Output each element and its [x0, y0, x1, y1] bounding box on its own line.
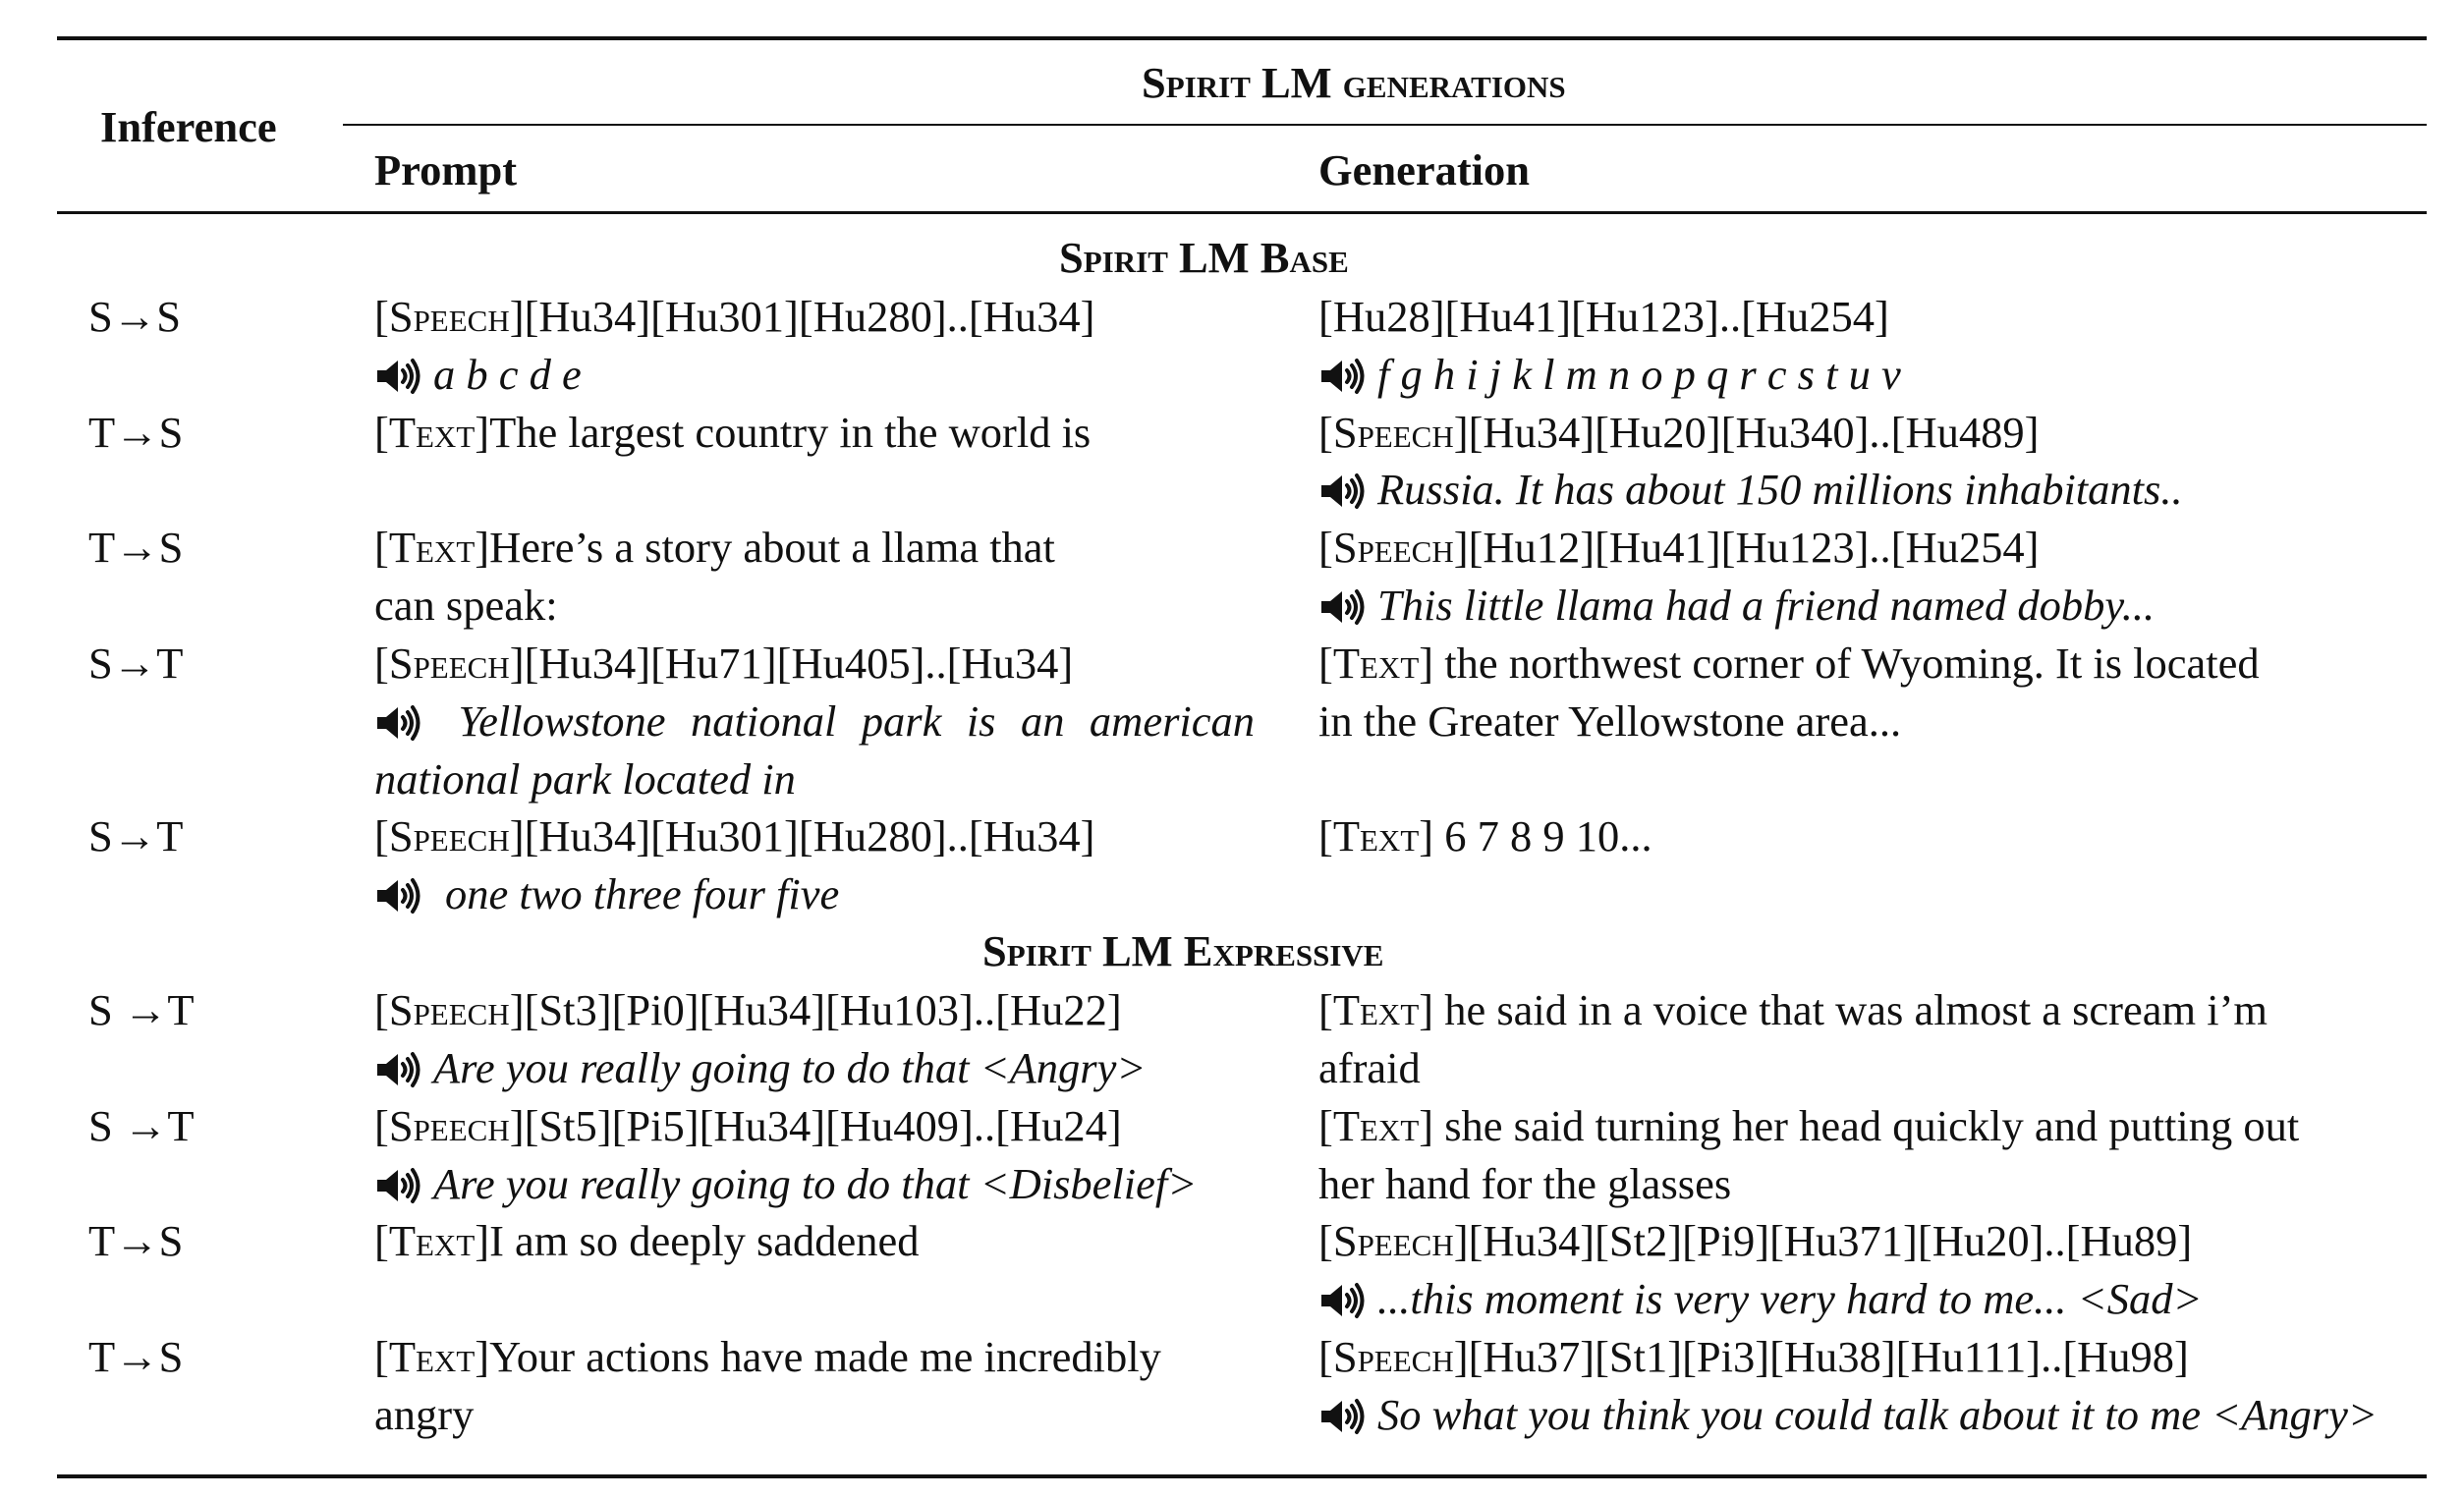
generation-line: 6 7 8 9 10...: [1433, 811, 1652, 861]
prompt-line: can speak:: [374, 581, 558, 630]
speaker-icon: [374, 877, 421, 915]
inference-label: S→S: [88, 292, 181, 341]
audio-transcript: Are you really going to do that <Disbelief>: [433, 1159, 1198, 1208]
text-tag: [Text]: [374, 1216, 490, 1265]
text-tag: [Text]: [1318, 1101, 1434, 1150]
speech-tag: [Speech]: [374, 1101, 525, 1150]
text-tag: [Text]: [374, 1332, 490, 1381]
speech-tag: [Speech]: [1318, 1332, 1469, 1381]
prompt-line: The largest country in the world is: [489, 408, 1092, 457]
audio-transcript: This little llama had a friend named dobby...: [1377, 581, 2156, 630]
header-generation: Generation: [1318, 145, 1531, 194]
inference-label: T→S: [88, 1216, 184, 1265]
audio-transcript: f g h i j k l m n o p q r c s t u v: [1377, 350, 1901, 399]
generation-line: the northwest corner of Wyoming. It is located: [1433, 638, 2260, 688]
generation-audio: [1318, 1390, 2378, 1439]
token-sequence: [St5][Pi5][Hu34][Hu409]..[Hu24]: [524, 1101, 1122, 1150]
generation-line: he said in a voice that was almost a scream i’m: [1433, 985, 2268, 1034]
prompt-text: [374, 1216, 920, 1265]
inference-label: S→T: [88, 638, 184, 688]
prompt-audio: [374, 696, 1256, 746]
speech-tag: [Speech]: [1318, 408, 1469, 457]
token-sequence: [Hu34][Hu301][Hu280]..[Hu34]: [524, 811, 1095, 861]
inference-label: T→S: [88, 1332, 184, 1381]
token-sequence: [Hu34][St2][Pi9][Hu371][Hu20]..[Hu89]: [1468, 1216, 2193, 1265]
inference-label: T→S: [88, 523, 184, 572]
text-tag: [Text]: [374, 408, 490, 457]
prompt-text: [374, 1332, 1161, 1381]
prompt-audio-continued: national park located in: [374, 754, 796, 804]
prompt-tokens: [374, 985, 1122, 1034]
text-tag: [Text]: [1318, 811, 1434, 861]
section-title-expressive: Spirit LM Expressive: [982, 926, 1384, 975]
prompt-audio: [374, 350, 582, 399]
generation-audio: [1318, 350, 1901, 399]
generation-audio: [1318, 1274, 2203, 1323]
generation-audio: [1318, 583, 2155, 628]
audio-transcript: ...this moment is very very hard to me... <Sad>: [1377, 1274, 2203, 1323]
inference-label: S →T: [88, 1101, 195, 1150]
generation-audio: [1318, 465, 2183, 514]
audio-transcript: one two three four five: [445, 869, 840, 918]
audio-transcript: Russia. It has about 150 millions inhabitants..: [1377, 465, 2183, 514]
inference-label: S→T: [88, 811, 184, 861]
audio-transcript: So what you think you could talk about it to me <Angry>: [1377, 1390, 2378, 1439]
generation-text: [1318, 811, 1652, 861]
text-tag: [Text]: [1318, 638, 1434, 688]
generation-line: in the Greater Yellowstone area...: [1318, 696, 1902, 746]
header-bottom-rule: [57, 211, 2427, 214]
speech-tag: [Speech]: [374, 638, 525, 688]
header-inference: Inference: [100, 102, 277, 151]
header-prompt: Prompt: [374, 145, 518, 194]
generation-tokens: [1318, 408, 2040, 457]
prompt-text: [374, 523, 1055, 572]
speech-tag: [Speech]: [1318, 523, 1469, 572]
prompt-line: Here’s a story about a llama that: [489, 523, 1055, 572]
prompt-tokens: [374, 292, 1095, 341]
generation-line: afraid: [1318, 1043, 1421, 1092]
prompt-tokens: [374, 638, 1074, 688]
audio-transcript: Are you really going to do that <Angry>: [433, 1043, 1147, 1092]
prompt-tokens: [374, 811, 1095, 861]
prompt-audio: [374, 869, 840, 918]
speaker-icon: [374, 704, 421, 742]
speech-tag: [Speech]: [374, 811, 525, 861]
generation-tokens: [1318, 1216, 2193, 1265]
token-sequence: [Hu34][Hu71][Hu405]..[Hu34]: [524, 638, 1074, 688]
speaker-icon: [1318, 588, 1366, 626]
speech-tag: [Speech]: [374, 985, 525, 1034]
bottom-rule: [57, 1474, 2427, 1478]
generation-tokens: [1318, 1332, 2189, 1381]
prompt-audio: [374, 1043, 1147, 1092]
prompt-line: I am so deeply saddened: [489, 1216, 920, 1265]
token-sequence: [Hu12][Hu41][Hu123]..[Hu254]: [1468, 523, 2040, 572]
inference-label: S →T: [88, 985, 195, 1034]
prompt-text: [374, 408, 1092, 457]
prompt-audio: [374, 1159, 1198, 1208]
generation-line: she said turning her head quickly and putting out: [1433, 1101, 2300, 1150]
generation-text: [1318, 1101, 2300, 1150]
token-sequence: [Hu34][Hu301][Hu280]..[Hu34]: [524, 292, 1095, 341]
text-tag: [Text]: [1318, 985, 1434, 1034]
generation-text: [1318, 638, 2260, 688]
speaker-icon: [374, 1167, 421, 1204]
generation-tokens: [1318, 523, 2040, 572]
audio-transcript: Yellowstone national park is an american: [458, 696, 1256, 746]
token-sequence: [Hu37][St1][Pi3][Hu38][Hu111]..[Hu98]: [1468, 1332, 2189, 1381]
generation-tokens: [Hu28][Hu41][Hu123]..[Hu254]: [1318, 292, 1889, 341]
audio-transcript: a b c d e: [433, 350, 582, 399]
header-group-rule: [343, 124, 2427, 126]
speaker-icon: [1318, 1282, 1366, 1319]
header-generations-title: Spirit LM generations: [1142, 58, 1566, 107]
speaker-icon: [1318, 1398, 1366, 1435]
prompt-line: angry: [374, 1390, 475, 1439]
speech-tag: [Speech]: [374, 292, 525, 341]
generation-line: her hand for the glasses: [1318, 1159, 1732, 1208]
prompt-tokens: [374, 1101, 1122, 1150]
token-sequence: [St3][Pi0][Hu34][Hu103]..[Hu22]: [524, 985, 1122, 1034]
inference-label: T→S: [88, 408, 184, 457]
prompt-line: Your actions have made me incredibly: [489, 1332, 1161, 1381]
top-rule: [57, 36, 2427, 40]
speaker-icon: [374, 358, 421, 395]
speech-tag: [Speech]: [1318, 1216, 1469, 1265]
speaker-icon: [1318, 472, 1366, 510]
speaker-icon: [374, 1051, 421, 1088]
speaker-icon: [1318, 358, 1366, 395]
token-sequence: [Hu34][Hu20][Hu340]..[Hu489]: [1468, 408, 2040, 457]
generation-text: [1318, 985, 2268, 1034]
text-tag: [Text]: [374, 523, 490, 572]
section-title-base: Spirit LM Base: [1059, 233, 1349, 282]
